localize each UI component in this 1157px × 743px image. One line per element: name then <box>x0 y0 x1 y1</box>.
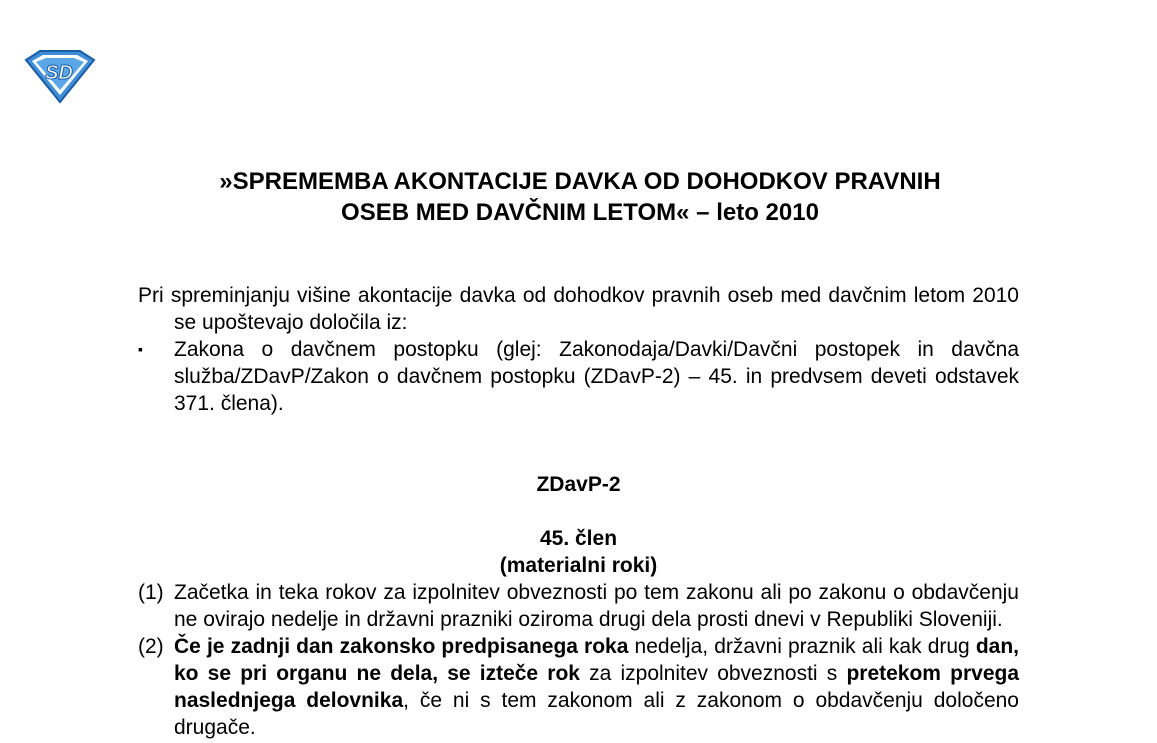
bullet-square-icon: ▪ <box>138 341 143 357</box>
paragraph-number: (2) <box>138 635 164 658</box>
svg-text:SD: SD <box>45 62 73 84</box>
title-line-1: »SPREMEMBA AKONTACIJE DAVKA OD DOHODKOV PRAVNIH <box>219 168 941 195</box>
document-body <box>138 282 1019 741</box>
list-item-text: Zakona o davčnem postopku (glej: Zakonodaja/Davki/Davčni postopek in davčna služba/ZDavP/Zakon o davčnem postopku (ZDavP-2) – 45. in predvsem deveti odstavek 371. člena). <box>174 338 1019 415</box>
title-line-2: OSEB MED DAVČNIM LETOM« – leto 2010 <box>341 199 819 226</box>
article-paragraph-2 <box>138 633 1019 741</box>
paragraph-bold-text: pretekom prvega naslednjega delovnika <box>174 662 1020 712</box>
paragraph-text: Začetka in teka rokov za izpolnitev obveznosti po tem zakonu ali po zakonu o obdavčenju ne ovirajo nedelje in državni prazniki oziroma drugi dela prosti dnevi v Republiki Sloveniji. <box>174 581 1019 631</box>
paragraph-number: (1) <box>138 581 164 604</box>
intro-paragraph: Pri spreminjanju višine akontacije davka od dohodkov pravnih oseb med davčnim letom 2010 se upoštevajo določila iz: <box>138 284 1019 334</box>
article-paragraph-1 <box>138 579 1019 633</box>
paragraph-text: , če ni s tem zakonom ali z zakonom o obdavčenju določeno drugače. <box>174 689 1019 739</box>
article-number: 45. člen <box>539 527 618 550</box>
paragraph-text: za izpolnitev obveznosti s <box>579 662 847 685</box>
paragraph-text: nedelja, državni praznik ali kak drug <box>628 635 976 658</box>
list-item <box>138 336 1019 417</box>
document-title <box>140 166 1020 228</box>
sd-diamond-logo-icon <box>22 48 96 104</box>
paragraph-bold-text: Če je zadnji dan zakonsko predpisanega roka <box>174 635 629 658</box>
paragraph-bold-text: dan, ko se pri organu ne dela, se izteče rok <box>174 635 1019 685</box>
law-name: ZDavP-2 <box>536 473 621 496</box>
company-logo <box>22 48 96 104</box>
article-title: (materialni roki) <box>499 554 658 577</box>
